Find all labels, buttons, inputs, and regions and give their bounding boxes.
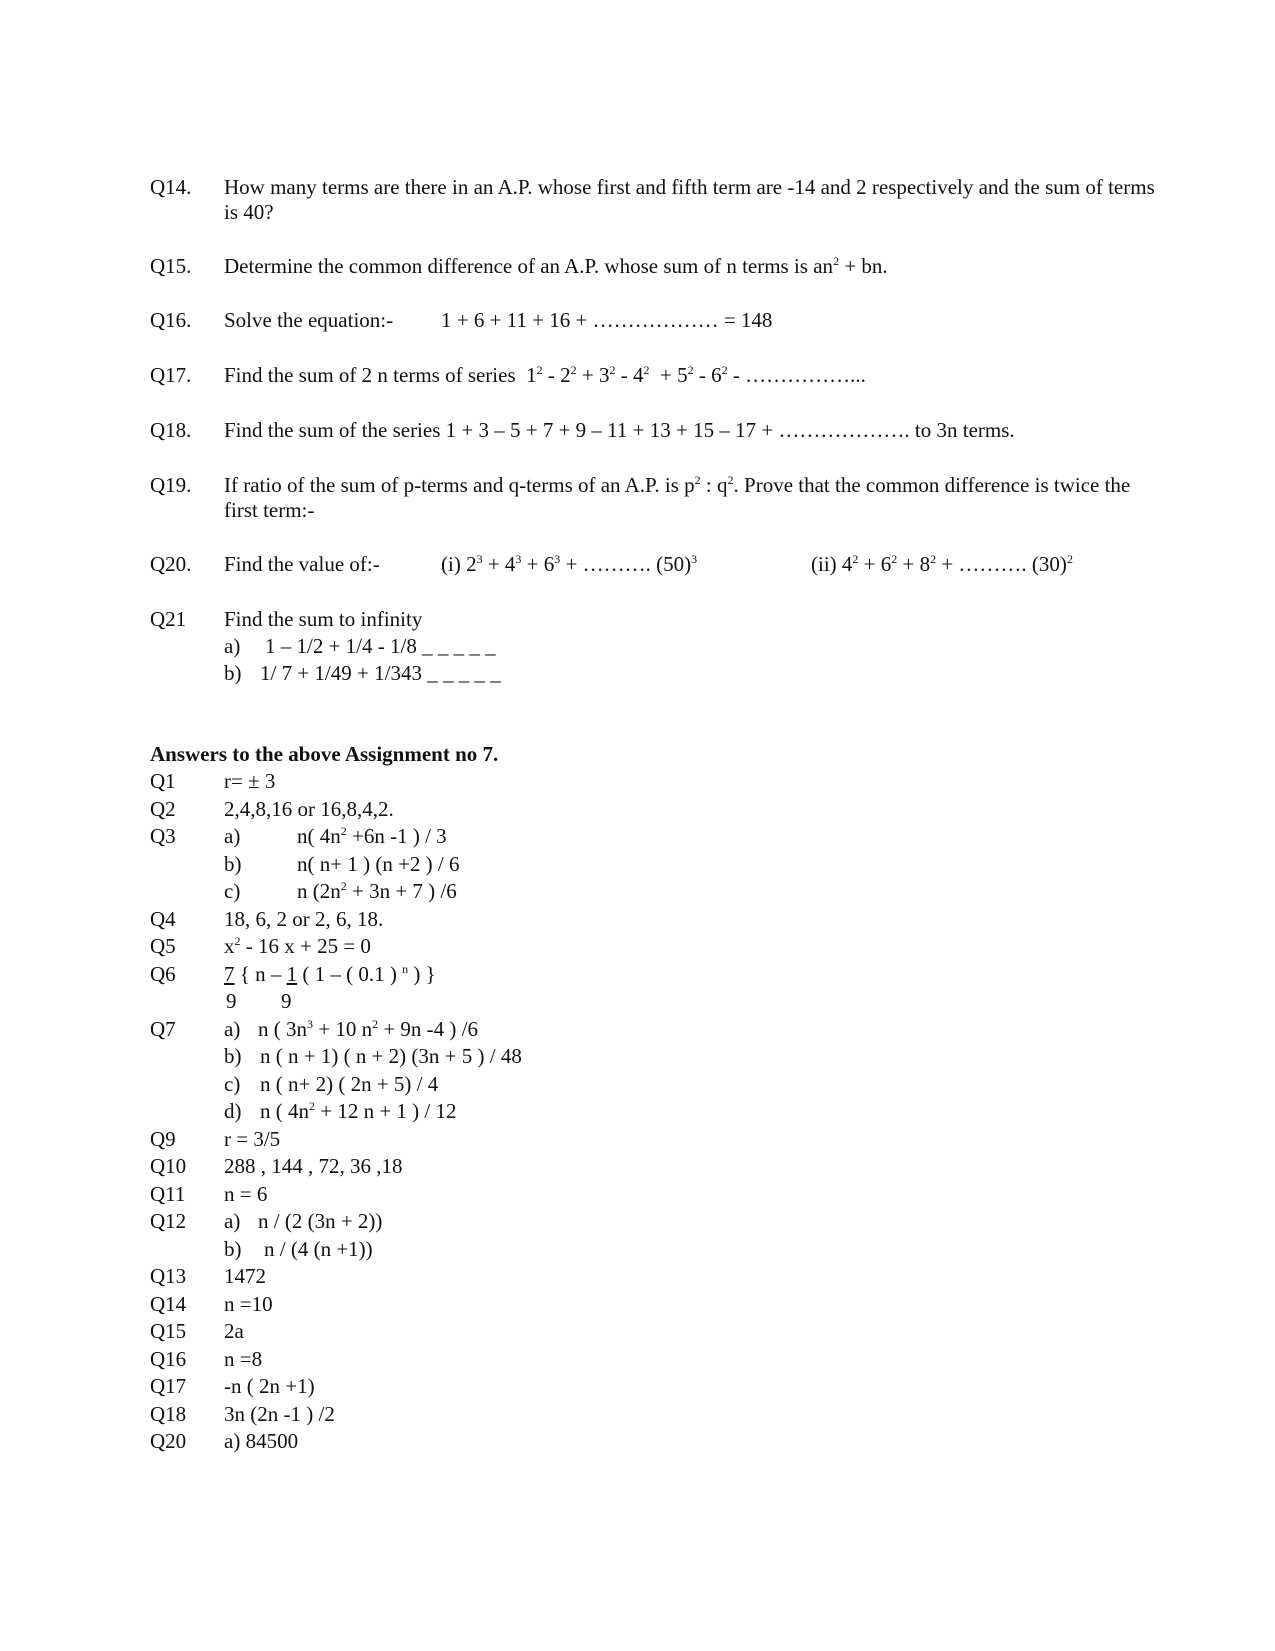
- sub-label: b): [224, 852, 242, 876]
- question-text: first term:-: [224, 498, 315, 522]
- answer-label: Q13: [150, 1264, 187, 1288]
- sub-text: 1/ 7 + 1/49 + 1/343 _ _ _ _ _: [260, 661, 501, 685]
- question-text: How many terms are there in an A.P. whose first and fifth term are -14 and 2 respectively and the sum of terms: [224, 175, 1155, 199]
- question-label: Q20.: [150, 552, 192, 576]
- question-label: Q18.: [150, 418, 192, 442]
- answer-text: 18, 6, 2 or 2, 6, 18.: [224, 907, 384, 931]
- question-text: Find the value of:-: [224, 552, 380, 576]
- answer-text: n( $4n^2 +6n$ -1 ) / 3: [297, 824, 447, 848]
- answer-text: -n ( 2n +1): [224, 1374, 315, 1398]
- answer-text: 3n (2n -1 ) /2: [224, 1402, 335, 1426]
- equation: 1 + 6 + 11 + 16 + ……………… = 148: [441, 308, 773, 332]
- fraction-denominator: 9: [226, 989, 237, 1013]
- answer-text: n = 6: [224, 1182, 268, 1206]
- sub-label: b): [224, 1237, 242, 1261]
- sub-label: a): [224, 1209, 241, 1233]
- answer-text: n ( $3n^3 + 10$ $n^2 + 9n$ -4 ) /6: [258, 1017, 479, 1041]
- equation-part-i: (i) $2^3 + 4^3 + 6^3$ + ………. $(50)^3$: [441, 552, 698, 576]
- answer-label: Q6: [150, 962, 176, 986]
- answer-text: r = 3/5: [224, 1127, 281, 1151]
- question-text: Find the sum to infinity: [224, 607, 423, 631]
- answer-text: n =10: [224, 1292, 273, 1316]
- question-text: Solve the equation:-: [224, 308, 394, 332]
- sub-label: a): [224, 824, 241, 848]
- question-text: Determine the common difference of an A.P. whose sum of n terms is $an^2$ + bn.: [224, 254, 888, 278]
- answer-text: n ($2n^2 + 3n + 7$ ) /6: [297, 879, 457, 903]
- answer-text: n( n+ 1 ) (n +2 ) / 6: [297, 852, 460, 876]
- answer-label: Q10: [150, 1154, 187, 1178]
- answer-text: n ( n + 1) ( n + 2) (3n + 5 ) / 48: [260, 1044, 522, 1068]
- answer-label: Q7: [150, 1017, 176, 1041]
- sub-label: a): [224, 634, 241, 658]
- question-label: Q15.: [150, 254, 192, 278]
- sub-label: c): [224, 1072, 241, 1096]
- answer-text: n / (2 (3n + 2)): [258, 1209, 383, 1233]
- question-text: is 40?: [224, 200, 274, 224]
- equation-part-ii: (ii) $4^2 + 6^2 + 8^2$ + ………. $(30)^2$: [811, 552, 1073, 576]
- answer-text: a) 84500: [224, 1429, 299, 1453]
- answer-label: Q3: [150, 824, 176, 848]
- fraction-denominator: 9: [281, 989, 292, 1013]
- question-label: Q14.: [150, 175, 192, 199]
- question-label: Q19.: [150, 473, 192, 497]
- answer-label: Q2: [150, 797, 176, 821]
- question-label: Q17.: [150, 363, 192, 387]
- answer-label: Q14: [150, 1292, 187, 1316]
- answer-label: Q11: [150, 1182, 186, 1206]
- answer-label: Q20: [150, 1429, 187, 1453]
- answer-text: n =8: [224, 1347, 263, 1371]
- answer-text: $x^2 - 16$ x + 25 = 0: [224, 934, 371, 958]
- sub-label: b): [224, 1044, 242, 1068]
- answer-label: Q18: [150, 1402, 187, 1426]
- answer-label: Q1: [150, 769, 176, 793]
- answer-text: 1472: [224, 1264, 266, 1288]
- answer-label: Q12: [150, 1209, 187, 1233]
- answer-text: 2a: [224, 1319, 244, 1343]
- answer-text: r= ± 3: [224, 769, 276, 793]
- question-text: If ratio of the sum of p-terms and q-terms of an A.P. is $p^2$ : $q^2$. Prove that the common difference is twice the: [224, 473, 1131, 497]
- answers-heading: Answers to the above Assignment no 7.: [150, 742, 499, 766]
- answer-label: Q9: [150, 1127, 176, 1151]
- sub-label: b): [224, 661, 242, 685]
- answer-label: Q15: [150, 1319, 187, 1343]
- sub-text: 1 – 1/2 + 1/4 - 1/8 _ _ _ _ _: [265, 634, 496, 658]
- answer-label: Q17: [150, 1374, 187, 1398]
- question-label: Q16.: [150, 308, 192, 332]
- answer-label: Q16: [150, 1347, 187, 1371]
- sub-label: a): [224, 1017, 241, 1041]
- sub-label: c): [224, 879, 241, 903]
- sub-label: d): [224, 1099, 242, 1123]
- answer-text: n ( n+ 2) ( 2n + 5) / 4: [260, 1072, 439, 1096]
- answer-text: n / (4 (n +1)): [264, 1237, 373, 1261]
- answer-text: 7 { n – 1 ( 1 – ( 0.1 ) $^n$ ) }: [224, 962, 436, 986]
- question-label: Q21: [150, 607, 187, 631]
- answer-label: Q4: [150, 907, 176, 931]
- question-text: Find the sum of 2 n terms of series $1^2 - 2^2 + 3^2 - 4^2 + 5^2 - 6^2$ - ……………...: [224, 363, 866, 387]
- answer-text: 2,4,8,16 or 16,8,4,2.: [224, 797, 394, 821]
- answer-label: Q5: [150, 934, 176, 958]
- question-text: Find the sum of the series 1 + 3 – 5 + 7 + 9 – 11 + 13 + 15 – 17 + ………………. to 3n terms.: [224, 418, 1015, 442]
- answer-text: n ( $4n^2 + 12$ n + 1 ) / 12: [260, 1099, 457, 1123]
- answer-text: 288 , 144 , 72, 36 ,18: [224, 1154, 403, 1178]
